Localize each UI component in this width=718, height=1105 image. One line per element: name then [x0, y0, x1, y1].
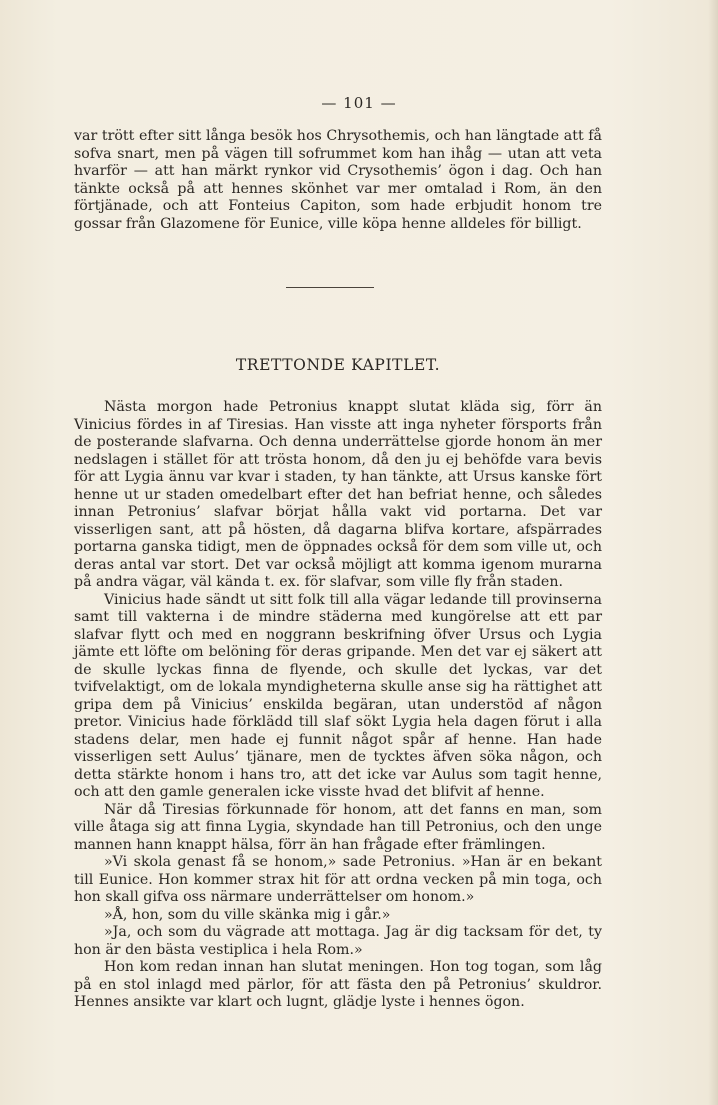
paragraph: »Vi skola genast få se honom,» sade Petronius. »Han är en bekant till Eunice. Hon kommer strax hit för att ordna vecken på min toga, och hon skall gifva oss närmare underrättelser om honom.»: [74, 854, 602, 905]
chapter-body: [74, 399, 602, 1012]
paragraph: Hon kom redan innan han slutat meningen. Hon tog togan, som låg på en stol inlagd med pärlor, för att fästa den på Petronius’ skuldror. Hennes ansikte var klart och lugnt, glädje lyste i hennes ögon.: [74, 959, 602, 1010]
paragraph: »Ja, och som du vägrade att mottaga. Jag är dig tacksam för det, ty hon är den bästa vestiplica i hela Rom.»: [74, 924, 602, 958]
paragraph: var trött efter sitt långa besök hos Chrysothemis, och han längtade att få sofva snart, men på vägen till sofrummet kom han ihåg — utan att veta hvarför — att han märkt rynkor vid Crysothemis’ ögon i dag. Och han tänkte också på att hennes skönhet var mer omtalad i Rom, än den förtjänade, och att Fonteius Capiton, som hade erbjudit honom tre gossar från Glazomene för Eunice, ville köpa henne alldeles för billigt.: [74, 128, 602, 232]
page-edge-shadow: [708, 0, 718, 1105]
paragraph: Nästa morgon hade Petronius knappt slutat kläda sig, förr än Vinicius fördes in af Tiresias. Han visste att inga nyheter försports från de posterande slafvarna. Och denna underrättelse gjorde honom än mer nedslagen i stället för att trösta honom, då den ju ej behöfde vara bevis för att Lygia ännu var kvar i staden, ty han tänkte, att Ursus kanske fört henne ut ur staden omedelbart efter det han befriat henne, och således innan Petronius’ slafvar börjat hålla vakt vid portarna. Det var visserligen sant, att på hösten, då dagarna blifva kortare, afspärrades portarna ganska tidigt, men de öppnades också för dem som ville ut, och deras antal var stort. Det var också möjligt att komma igenom murarna på andra vägar, väl kända t. ex. för slafvar, som ville fly från staden.: [74, 399, 602, 590]
previous-chapter-ending: [74, 128, 602, 233]
paragraph: Vinicius hade sändt ut sitt folk till alla vägar ledande till provinserna samt till vakterna i de mindre städerna med kungörelse att ett par slafvar flytt och med en noggrann beskrifning öfver Ursus och Lygia jämte ett löfte om belöning för deras gripande. Men det var ej säkert att de skulle lyckas finna de flyende, och skulle det lyckas, var det tvifvelaktigt, om de lokala myndigheterna skulle anse sig ha rättighet att gripa dem på Vinicius’ enskilda begäran, utan understöd af någon pretor. Vinicius hade förklädd till slaf sökt Lygia hela dagen förut i alla stadens delar, men hade ej funnit något spår af henne. Han hade visserligen sett Aulus’ tjänare, men de tycktes äfven söka någon, och detta stärkte honom i hans tro, att det icke var Aulus som tagit henne, och att den gamle generalen icke visste hvad det blifvit af henne.: [74, 591, 602, 800]
chapter-divider: [286, 287, 374, 288]
paragraph: När då Tiresias förkunnade för honom, att det fanns en man, som ville åtaga sig att finna Lygia, skyndade han till Petronius, och den unge mannen hann knappt hälsa, förr än han frågade efter främlingen.: [74, 801, 602, 853]
chapter-heading: TRETTONDE KAPITLET.: [235, 356, 441, 374]
page-number: — 101 —: [321, 94, 397, 112]
paragraph: »Å, hon, som du ville skänka mig i går.»: [104, 906, 391, 923]
